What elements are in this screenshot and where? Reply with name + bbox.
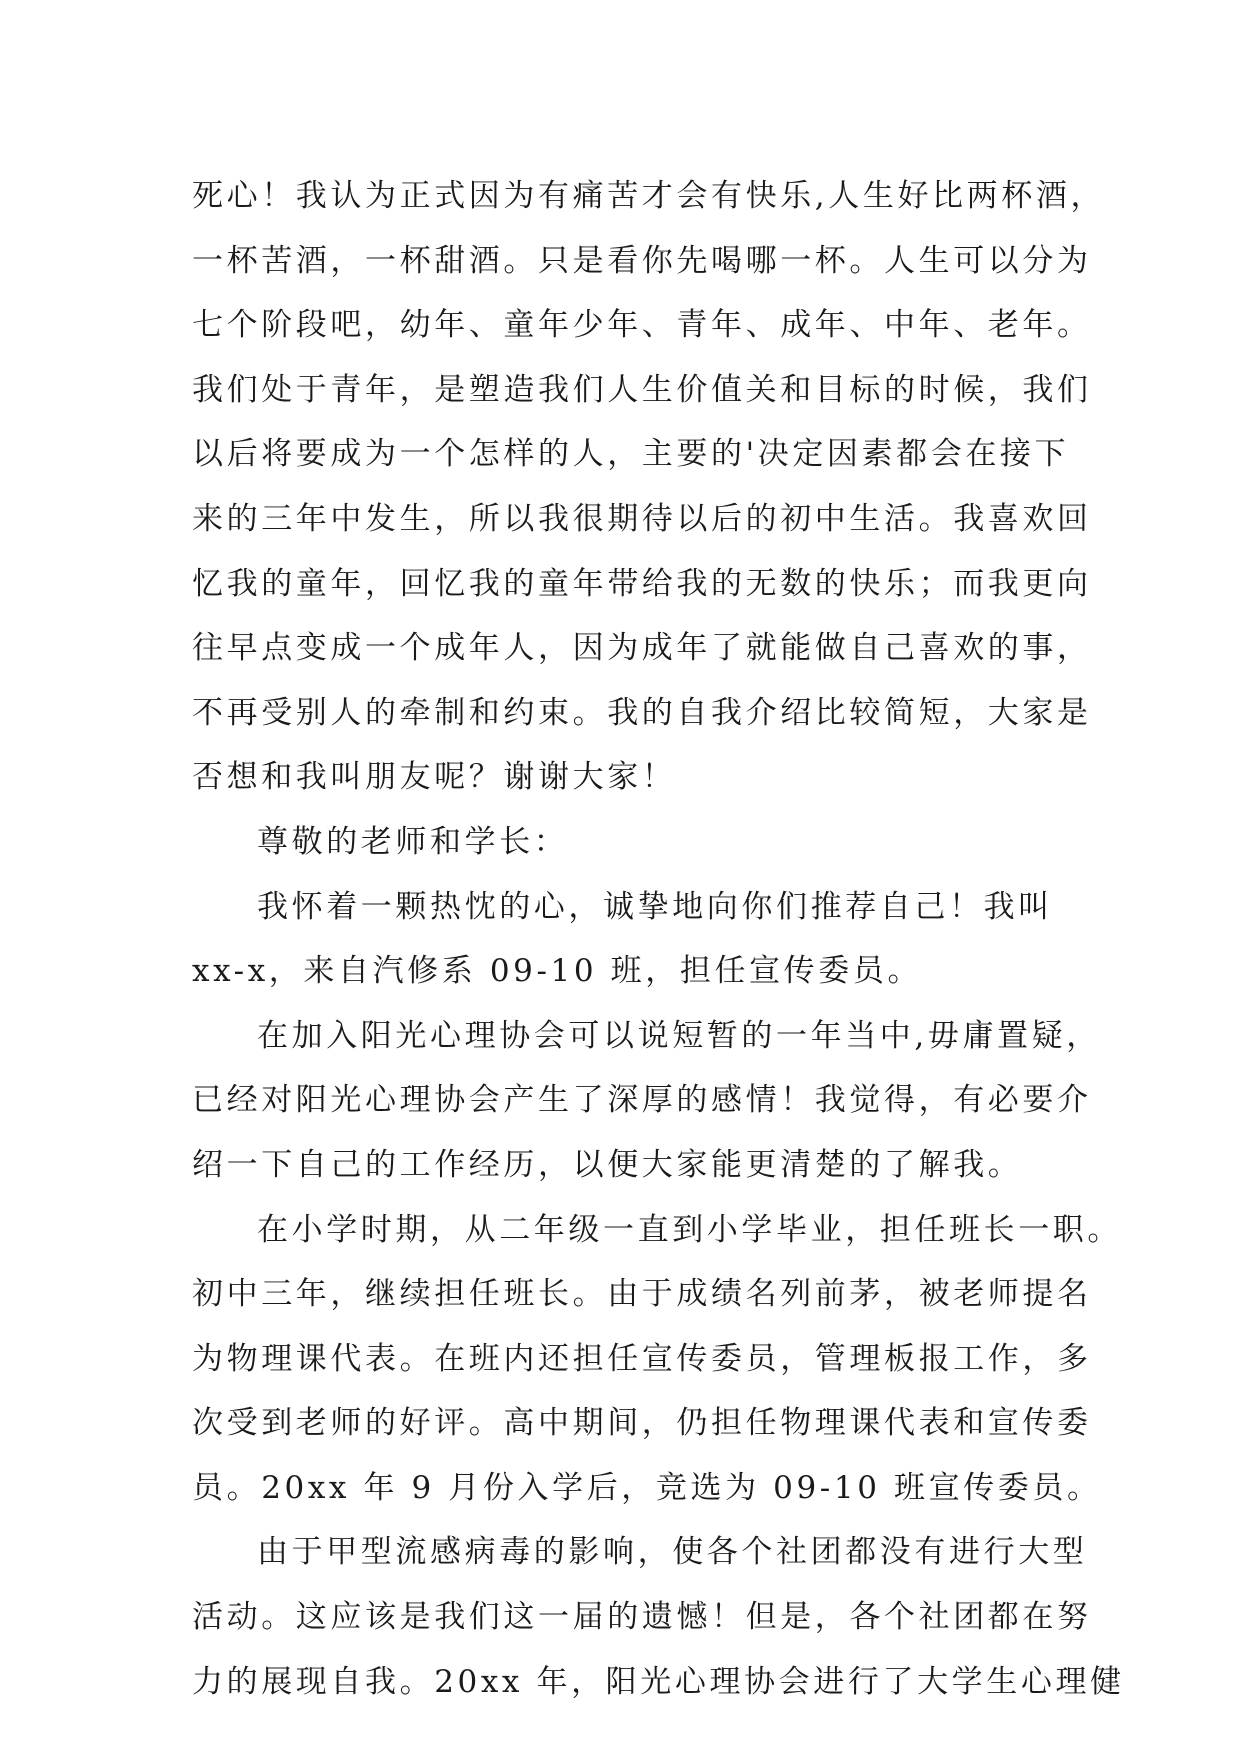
paragraph-start-line: 在小学时期，从二年级一直到小学毕业，担任班长一职。 (257, 1211, 1122, 1248)
text-line: 七个阶段吧，幼年、童年少年、青年、成年、中年、老年。 (192, 307, 1092, 344)
text-line: 一杯苦酒，一杯甜酒。只是看你先喝哪一杯。人生可以分为 (192, 242, 1092, 279)
text-line: 绍一下自己的工作经历，以便大家能更清楚的了解我。 (192, 1146, 1023, 1183)
document-body (192, 164, 1125, 1714)
text-line: 为物理课代表。在班内还担任宣传委员，管理板报工作，多 (192, 1340, 1092, 1377)
paragraph-start-line: 由于甲型流感病毒的影响，使各个社团都没有进行大型 (257, 1534, 1088, 1571)
text-line: 否想和我叫朋友呢？谢谢大家！ (192, 759, 677, 796)
salutation-line: 尊敬的老师和学长： (257, 823, 569, 860)
text-line: 我们处于青年，是塑造我们人生价值关和目标的时候，我们 (192, 371, 1092, 408)
text-line: 次受到老师的好评。高中期间，仍担任物理课代表和宣传委 (192, 1405, 1092, 1442)
text-line: 往早点变成一个成年人，因为成年了就能做自己喜欢的事， (192, 630, 1092, 667)
text-line: 来的三年中发生，所以我很期待以后的初中生活。我喜欢回 (192, 500, 1092, 537)
text-line: xx-x，来自汽修系 09-10 班，担任宣传委员。 (192, 953, 923, 990)
text-line: 以后将要成为一个怎样的人，主要的'决定因素都会在接下 (192, 436, 1070, 473)
text-line: 员。20xx 年 9 月份入学后，竞选为 09-10 班宣传委员。 (192, 1469, 1102, 1506)
text-line: 力的展现自我。20xx 年，阳光心理协会进行了大学生心理健 (192, 1663, 1125, 1700)
text-line: 忆我的童年，回忆我的童年带给我的无数的快乐；而我更向 (192, 565, 1092, 602)
text-line: 已经对阳光心理协会产生了深厚的感情！我觉得，有必要介 (192, 1082, 1092, 1119)
text-line: 活动。这应该是我们这一届的遗憾！但是，各个社团都在努 (192, 1599, 1092, 1636)
paragraph-start-line: 在加入阳光心理协会可以说短暂的一年当中,毋庸置疑， (257, 1017, 1101, 1054)
text-line: 不再受别人的牵制和约束。我的自我介绍比较简短，大家是 (192, 694, 1092, 731)
text-line: 初中三年，继续担任班长。由于成绩名列前茅，被老师提名 (192, 1276, 1092, 1313)
paragraph-start-line: 我怀着一颗热忱的心，诚挚地向你们推荐自己！我叫 (257, 888, 1053, 925)
text-line: 死心！我认为正式因为有痛苦才会有快乐,人生好比两杯酒， (192, 178, 1106, 214)
